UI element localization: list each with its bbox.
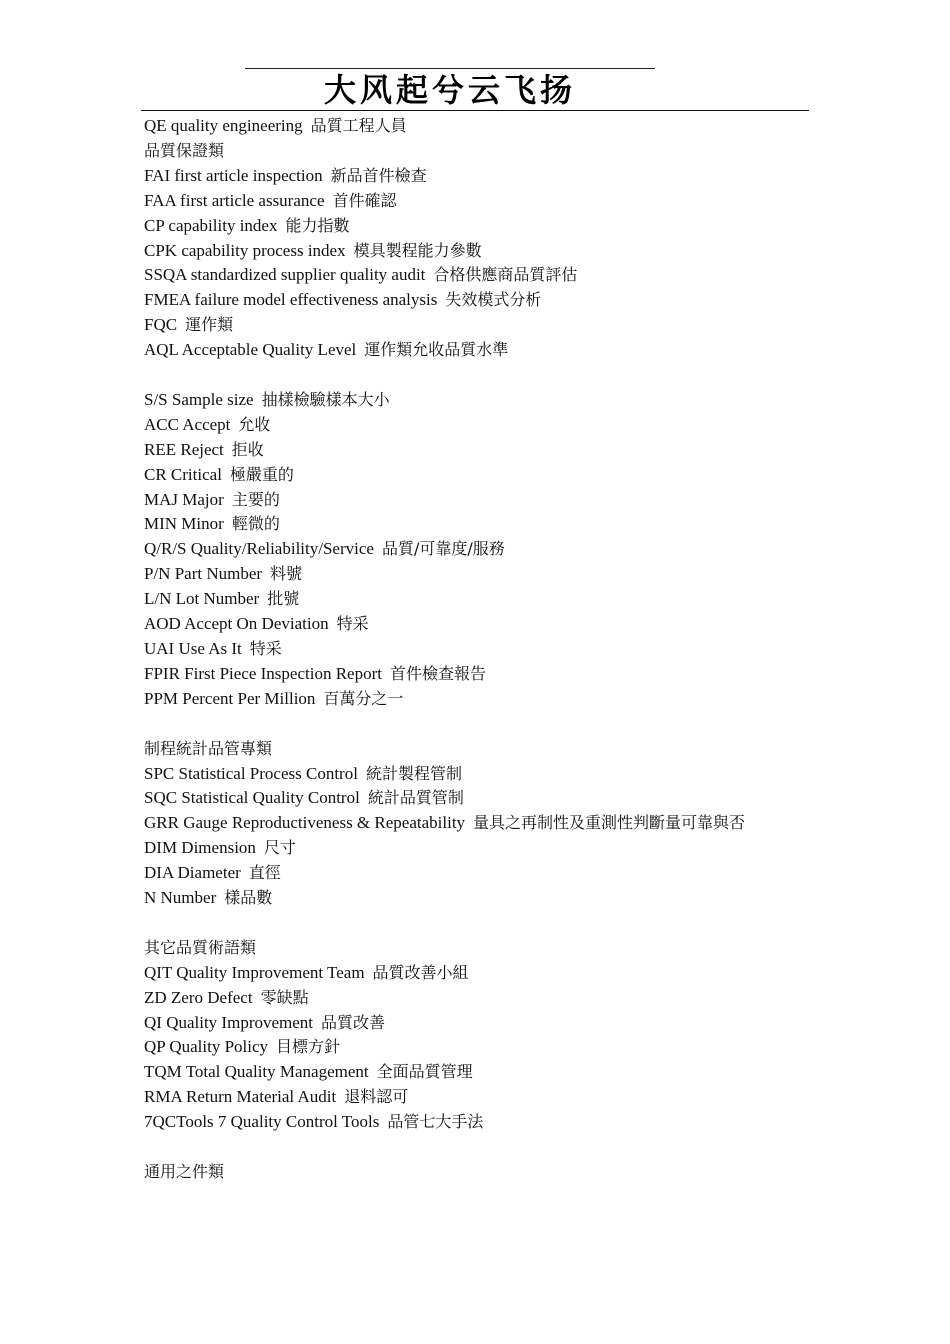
term-chinese: 模具製程能力參數	[353, 240, 482, 260]
blank-line	[144, 712, 812, 737]
term-english: P/N Part Number	[144, 564, 263, 584]
term-english: L/N Lot Number	[144, 589, 260, 609]
term-english: ACC Accept	[144, 414, 231, 434]
term-chinese: 零缺點	[260, 987, 309, 1007]
term-english: SSQA standardized supplier quality audit	[144, 265, 426, 285]
glossary-entry	[144, 1110, 812, 1135]
glossary-entry	[144, 537, 812, 562]
glossary-entry	[144, 164, 812, 189]
term-english: SQC Statistical Quality Control	[144, 788, 360, 808]
glossary-entry	[144, 836, 812, 861]
term-chinese: 品質改善	[321, 1012, 386, 1032]
glossary-body	[144, 114, 812, 1185]
term-english: CR Critical	[144, 464, 222, 484]
glossary-entry	[144, 313, 812, 338]
term-english: RMA Return Material Audit	[144, 1087, 337, 1107]
glossary-entry	[144, 338, 812, 363]
blank-line	[144, 911, 812, 936]
glossary-entry	[144, 662, 812, 687]
term-chinese: 新品首件檢查	[330, 165, 427, 185]
term-chinese: 首件確認	[332, 190, 397, 210]
term-english: AOD Accept On Deviation	[144, 614, 329, 634]
glossary-entry	[144, 1085, 812, 1110]
term-english: 7QCTools 7 Quality Control Tools	[144, 1112, 380, 1132]
glossary-entry	[144, 1035, 812, 1060]
term-chinese: 統計製程管制	[365, 763, 462, 783]
glossary-entry	[144, 1011, 812, 1036]
glossary-entry	[144, 463, 812, 488]
glossary-entry	[144, 263, 812, 288]
term-chinese: 退料認可	[344, 1087, 409, 1107]
term-chinese: 品質/可靠度/服務	[381, 539, 505, 559]
section-heading-text: 其它品質術語類	[144, 937, 257, 957]
glossary-entry	[144, 438, 812, 463]
term-english: Q/R/S Quality/Reliability/Service	[144, 539, 374, 559]
glossary-entry	[144, 986, 812, 1011]
term-chinese: 百萬分之一	[323, 688, 404, 708]
term-english: MIN Minor	[144, 514, 224, 534]
term-english: ZD Zero Defect	[144, 987, 253, 1007]
section-heading	[144, 936, 812, 961]
glossary-entry	[144, 413, 812, 438]
glossary-entry	[144, 239, 812, 264]
term-chinese: 抽樣檢驗樣本大小	[261, 389, 390, 409]
term-chinese: 料號	[270, 564, 303, 584]
term-english: MAJ Major	[144, 489, 224, 509]
term-chinese: 失效模式分析	[445, 290, 542, 310]
section-heading-text: 制程統計品管專類	[144, 738, 273, 758]
glossary-entry	[144, 587, 812, 612]
section-heading	[144, 737, 812, 762]
blank-line	[144, 1135, 812, 1160]
term-chinese: 品質改善小組	[372, 962, 469, 982]
glossary-entry	[144, 886, 812, 911]
term-chinese: 主要的	[231, 489, 280, 509]
term-english: GRR Gauge Reproductiveness & Repeatability	[144, 813, 466, 833]
term-chinese: 運作類	[185, 315, 234, 335]
term-english: TQM Total Quality Management	[144, 1062, 369, 1082]
glossary-entry	[144, 687, 812, 712]
glossary-entry	[144, 1060, 812, 1085]
term-english: UAI Use As It	[144, 639, 242, 659]
section-heading	[144, 1160, 812, 1185]
term-english: REE Reject	[144, 439, 224, 459]
header-bottom-rule	[141, 110, 809, 111]
term-english: PPM Percent Per Million	[144, 688, 316, 708]
header-top-rule	[245, 68, 655, 69]
glossary-entry	[144, 786, 812, 811]
term-english: S/S Sample size	[144, 389, 254, 409]
glossary-entry	[144, 189, 812, 214]
term-english: QIT Quality Improvement Team	[144, 962, 365, 982]
term-english: FMEA failure model effectiveness analysis	[144, 290, 438, 310]
term-chinese: 品質工程人員	[310, 116, 407, 135]
term-chinese: 允收	[238, 414, 271, 434]
term-chinese: 首件檢查報告	[389, 663, 486, 683]
term-chinese: 極嚴重的	[229, 464, 294, 484]
term-chinese: 直徑	[248, 863, 281, 883]
glossary-entry	[144, 612, 812, 637]
term-english: QI Quality Improvement	[144, 1012, 314, 1032]
glossary-entry	[144, 388, 812, 413]
term-chinese: 特采	[336, 614, 369, 634]
term-chinese: 輕微的	[231, 514, 280, 534]
blank-line	[144, 363, 812, 388]
term-chinese: 品管七大手法	[387, 1112, 484, 1132]
term-english: FPIR First Piece Inspection Report	[144, 663, 382, 683]
term-chinese: 批號	[267, 589, 300, 609]
term-chinese: 拒收	[231, 439, 264, 459]
term-english: CPK capability process index	[144, 240, 346, 260]
term-chinese: 運作類允收品質水準	[364, 340, 509, 360]
term-chinese: 特采	[249, 639, 282, 659]
term-chinese: 合格供應商品質評估	[433, 265, 578, 285]
glossary-entry	[144, 288, 812, 313]
term-english: CP capability index	[144, 215, 278, 235]
term-english: QP Quality Policy	[144, 1037, 269, 1057]
term-chinese: 能力指數	[285, 215, 350, 235]
term-english: SPC Statistical Process Control	[144, 763, 358, 783]
glossary-entry	[144, 488, 812, 513]
term-chinese: 尺寸	[263, 838, 296, 858]
term-english: FAI first article inspection	[144, 165, 323, 185]
glossary-entry	[144, 214, 812, 239]
glossary-entry	[144, 961, 812, 986]
section-heading	[144, 139, 812, 164]
glossary-entry	[144, 114, 812, 139]
header-title: 大风起兮云飞扬	[323, 71, 576, 109]
term-chinese: 目標方針	[276, 1037, 341, 1057]
section-heading-text: 品質保證類	[144, 140, 225, 160]
glossary-entry	[144, 762, 812, 787]
term-english: DIM Dimension	[144, 838, 256, 858]
term-chinese: 樣品數	[224, 888, 273, 908]
glossary-entry	[144, 562, 812, 587]
term-chinese: 統計品質管制	[367, 788, 464, 808]
term-english: AQL Acceptable Quality Level	[144, 340, 357, 360]
term-english: DIA Diameter	[144, 863, 241, 883]
term-chinese: 量具之再制性及重測性判斷量可靠與否	[473, 813, 746, 833]
section-heading-text: 通用之件類	[144, 1162, 225, 1181]
glossary-entry	[144, 637, 812, 662]
term-english: N Number	[144, 888, 217, 908]
term-chinese: 全面品質管理	[376, 1062, 473, 1082]
term-english: QE quality engineering	[144, 116, 303, 135]
glossary-entry	[144, 811, 812, 836]
glossary-entry	[144, 861, 812, 886]
term-english: FAA first article assurance	[144, 190, 325, 210]
term-english: FQC	[144, 315, 178, 335]
glossary-entry	[144, 512, 812, 537]
